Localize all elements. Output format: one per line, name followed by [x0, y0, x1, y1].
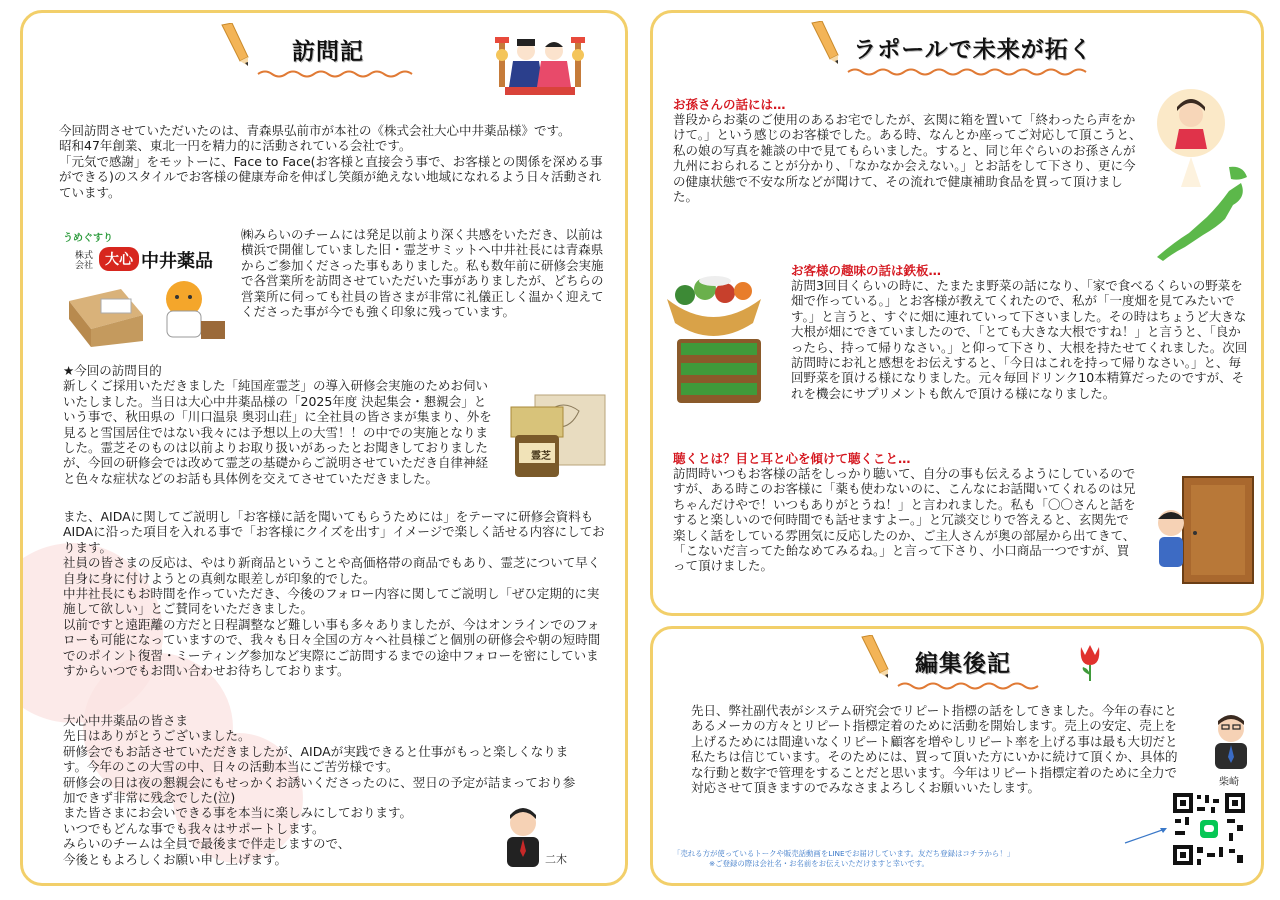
- body-paragraph: また、AIDAに関してご説明し「お客様に話を聞いてもらうためには」をテーマに研修会資料もAIDAに沿った項目を入れる事で「お客様にクイズを出す」イメージで楽しく話せる内容にしております。: [63, 509, 605, 555]
- body-paragraph: 中井社長にもお時間を作っていただき、今後のフォロー内容に関してご説明し「ぜひ定期的に実施して欲しい」とご賛同をいただきました。: [63, 586, 600, 617]
- intro-line: 「元気で感謝」をモットーに、Face to Face(お客様と直接会う事で、お客様との関係を深める事ができる)のスタイルでお客様の健康寿命を伸ばし笑顔が絶えない地域になれるよう日々活動されています。: [59, 153, 603, 200]
- story-heading: お客様の趣味の話は鉄板…: [791, 263, 942, 278]
- hina-dolls-illustration: [491, 35, 589, 97]
- author-shibasaki-avatar: [1209, 711, 1253, 771]
- body-paragraph: 以前ですと遠距離の方だと日程調整など難しい事も多々ありましたが、今はオンラインでのフォローも可能になっていますので、我々も日々全国の方々へ社員様ごと個別の研修会や朝の短時間でのポイント復習・ミーティング参加など実際にご訪問するまでの途中フォローを密にしていますからいつでもお問い合わせお待ちしております。: [63, 616, 601, 679]
- nakai-pharma-logo-photo: [59, 229, 229, 349]
- closing-line: また皆さまにお会いできる事を本当に楽しみにしております。: [63, 805, 413, 821]
- girl-japan-map-illustration: [1133, 87, 1255, 267]
- line-note: [673, 849, 1143, 869]
- closing-line: 今後ともよろしくお願い申し上げます。: [63, 851, 288, 867]
- logo-mark: 大心: [99, 247, 139, 271]
- intro-block: [59, 123, 607, 200]
- tulip-icon: [1077, 643, 1103, 683]
- title-underline-wave: [218, 69, 438, 79]
- editorial-title: 編集後記: [915, 651, 1011, 677]
- author-signature-shibasaki: 柴崎: [1219, 777, 1239, 788]
- logo-kana: うめぐすり: [63, 233, 113, 244]
- story-text: 訪問3回目くらいの時に、たまたま野菜の話になり、「家で食べるくらいの野菜を畑で作っている。」とお客様が教えてくれたので、私が「一度畑を見てみたいです。」と言うと、すぐに畑に連れていって下さいました。その時はちょうど大きな大根が畑にできていましたので、「とても大きな大根ですね！」と言うと、「良かったら、持って帰りなさい。」と仰って下さり、大根を持たせてくれました。次回訪問時にお礼と感想をお伝えすると、「今日はこれを持って帰りなさい。」と、毎回野菜を頂ける様になりました。元々毎回ドリンク10本精算だったのですが、それを機会にサプリメントも飲んで頂ける様になりました。: [791, 278, 1248, 401]
- closing-line: 先日はありがとうございました。: [63, 728, 251, 744]
- purpose-block: [63, 363, 495, 486]
- story-text: 普段からお薬のご使用のあるお宅でしたが、玄関に箱を置いて「終わったら声をかけて。」という感じのお客様でした。ある時、なんとか座ってご対応して頂こうと、私の娘の写真を雑談の中で見てもらいました。すると、同じ年ぐらいのお孫さんが九州におられることが分かり、「なかなか会えない。」とお話をして下さり、更に今の健康状態で不安な所などが聞けて、その流れで健康補助食品を買って頂けました。: [673, 112, 1142, 205]
- editorial-paragraph: 先日、弊社副代表がシステム研究会でリピート指標の話をしてきました。今年の春にとあるメーカの方々とリピート指標定着のために活動を開始します。売上の安定、売上を上げるためには間違いなくリピート顧客を増やしリピート率を上げる事は最も大切だと私たちは信じています。そのためには、買って頂いた方にいかに続けて頂くか、具体的な行動と数字で管理をすることだと思います。今年はリピート指標定着のために全力で対応させて頂きますのでみなさまよろしくお願いいたします。: [691, 703, 1178, 796]
- visit-report-panel: [20, 10, 628, 886]
- title-underline-wave: [858, 681, 1068, 691]
- line-note-line2: ※ご登録の際は会社名・お名前をお伝えいただけますと幸いです。: [709, 859, 929, 868]
- purpose-paragraph: 新しくご採用いただきました「純国産霊芝」の導入研修会実施のためお伺いいたしました。当日は大心中井薬品様の「2025年度 決起集会・懇親会」という事で、秋田県の「川口温泉 奥羽山荘」に全社員の皆さまが集まり、外を見ると雪国居住ではない我々には予想以上の大雪！！の中での実施となりました。霊芝そのものは以前よりお取り扱いがあったとお聞きしておりましたが、今回の研修会では改めて霊芝の基礎からご説明させていただき自律神経と色々な症状などのお話も具体例を交えてさせていただきました。: [63, 378, 492, 486]
- author-niki-avatar: [501, 805, 545, 869]
- reishi-product-image: [501, 389, 609, 481]
- purpose-heading: ★今回の訪問目的: [63, 363, 162, 378]
- intro-line: 昭和47年創業、東北一円を精力的に活動されている会社です。: [59, 138, 412, 154]
- editorial-header: [858, 637, 1068, 697]
- reishi-product-label: 霊芝: [531, 451, 551, 462]
- closing-line: いつでもどんな事でも我々はサポートします。: [63, 820, 325, 836]
- visit-report-title: 訪問記: [292, 39, 364, 65]
- story-heading: お孫さんの話には…: [673, 97, 786, 112]
- closing-line: 研修会でもお話させていただきましたが、AIDAが実践できると仕事がもっと楽しくなります。今年のこの大雪の中、日々の活動本当にご苦労様です。: [63, 743, 569, 775]
- logo-name: 中井薬品: [141, 251, 213, 272]
- story-heading: 聴くとは？目と耳と心を傾けて聴くこと…: [673, 451, 911, 466]
- title-underline-wave: [808, 67, 1108, 77]
- closing-line: 大心中井薬品の皆さま: [63, 713, 189, 728]
- intro-line: 今回訪問させていただいたのは、青森県弘前市が本社の《株式会社大心中井薬品様》です。: [59, 123, 571, 138]
- relation-paragraph: ㈱みらいのチームには発足以前より深く共感をいただき、以前は横浜で開催していました旧・霊芝サミットへ中井社長には青森県からご参加くださった事もありました。私も数年前に研修会実施で各営業所を訪問させていただいた事がありましたが、どちらの営業所に伺っても社員の皆さまが非常に礼儀正しく温かく迎えてくださった事が今でも強く印象に残っています。: [241, 227, 604, 320]
- line-note-line1: 「売れる方が使っているトークや販売話動画をLINEでお届けしています。友だち登録はコチラから！」: [673, 849, 1015, 858]
- author-signature-niki: 二木: [545, 853, 567, 866]
- rapport-header: [808, 23, 1108, 83]
- story-grandchild: [673, 97, 1143, 204]
- body-paragraph: 社員の皆さまの反応は、やはり新商品ということや高価格帯の商品でもあり、霊芝について早く自身に身に付けようとの真剣な眼差しが印象的でした。: [63, 555, 601, 586]
- pencil-icon: [808, 21, 842, 65]
- medicine-box-mascot-image: [59, 275, 229, 349]
- body-block: [63, 509, 611, 678]
- closing-line: 研修会の日は夜の懇親会にもせっかくお誘いくださったのに、翌日の予定が詰まっており参加できず非常に残念でした(泣): [63, 774, 576, 806]
- line-qr-code[interactable]: [1171, 791, 1247, 867]
- arrow-to-qr-icon: [1123, 825, 1171, 845]
- visit-report-header: [218, 25, 438, 85]
- vegetable-field-illustration: [659, 269, 769, 409]
- person-at-door-illustration: [1153, 473, 1255, 585]
- editorial-panel: [650, 626, 1264, 886]
- closing-line: みらいのチームは全員で最後まで伴走しますので、: [63, 836, 351, 852]
- rapport-panel: [650, 10, 1264, 616]
- story-listening: [673, 451, 1141, 574]
- logo-kaisha: 株式会社: [75, 251, 94, 271]
- story-hobby: [791, 263, 1253, 401]
- story-text: 訪問時いつもお客様の話をしっかり聴いて、自分の事も伝えるようにしているのですが、ある時このお客様に「薬も使わないのに、こんなにお話聞いてくれるのは兄ちゃんだけやで！いつもありがとうね！」と言われました。私も「〇〇さんと話をすると楽しいので何時間でも話せますよー。」と冗談交じりで答えると、玄関先で楽しく話をしている雰囲気に反応したのか、ご主人さんが奥の部屋から出てきて、「こないだ言ってた飴なめてみるね。」と言って下さり、小口商品一つですが、買って頂けました。: [673, 466, 1136, 574]
- rapport-title: ラポールで未来が拓く: [853, 37, 1093, 63]
